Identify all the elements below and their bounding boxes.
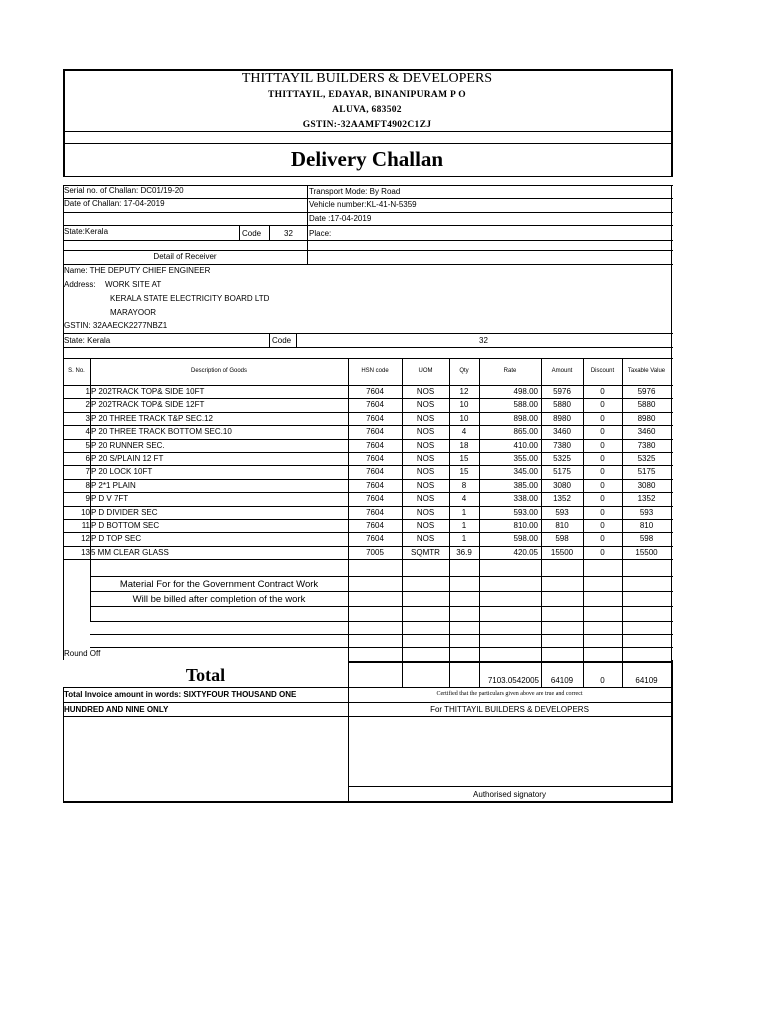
cell-qty: 1 (461, 521, 467, 530)
cell-taxable: 1352 (637, 494, 656, 504)
cell-taxable: 8980 (637, 413, 656, 423)
cell-rate: 865.00 (513, 427, 538, 437)
supplier-state: State:Kerala (64, 227, 109, 236)
cell-qty: 4 (461, 494, 467, 504)
cell-amount: 5976 (553, 387, 571, 396)
cell-uom: NOS (416, 387, 435, 396)
round-off-label: Round Off (64, 649, 101, 658)
cell-hsn: 7005 (366, 547, 384, 557)
table-grid-line (63, 412, 673, 413)
table-grid-line (90, 647, 673, 648)
cell-sno: 7 (85, 467, 90, 477)
cell-sno: 1 (85, 387, 90, 396)
cell-hsn: 7604 (366, 507, 384, 517)
cell-sno: 2 (85, 400, 90, 410)
col-header-hsn: HSN code (361, 368, 389, 374)
border-line (63, 716, 673, 717)
border-line (671, 660, 673, 802)
cell-uom: NOS (416, 400, 435, 410)
cell-amount: 3460 (553, 427, 571, 437)
cell-uom: NOS (416, 480, 435, 490)
transport-mode: Transport Mode: By Road (309, 187, 401, 196)
total-amount: 64109 (550, 676, 574, 685)
table-grid-line (63, 559, 673, 560)
cell-discount: 0 (600, 547, 605, 557)
border-line (671, 185, 672, 661)
cell-description: P D BOTTOM SEC (91, 521, 160, 530)
cell-taxable: 3460 (637, 427, 656, 437)
amount-in-words-line2: HUNDRED AND NINE ONLY (64, 705, 169, 714)
border-line (63, 264, 673, 265)
table-grid-line (63, 479, 673, 480)
cell-hsn: 7604 (366, 400, 384, 410)
cell-taxable: 15500 (635, 547, 658, 557)
cell-hsn: 7604 (366, 387, 384, 396)
cell-qty: 8 (461, 480, 467, 490)
cell-hsn: 7604 (366, 413, 384, 423)
cell-rate: 598.00 (513, 534, 538, 544)
cell-hsn: 7604 (366, 467, 384, 477)
cell-rate: 385.00 (513, 480, 538, 490)
col-header-description: Description of Goods (190, 368, 248, 374)
cell-description: P D TOP SEC (91, 534, 142, 544)
cell-amount: 1352 (553, 494, 571, 504)
cell-rate: 338.00 (513, 494, 538, 504)
col-header-amount: Amount (551, 368, 573, 374)
cell-hsn: 7604 (366, 521, 384, 530)
cell-qty: 18 (459, 440, 469, 450)
cell-sno: 6 (85, 454, 90, 463)
cell-discount: 0 (600, 534, 605, 544)
challan-date: Date of Challan: 17-04-2019 (64, 199, 165, 208)
col-header-discount: Discount (590, 368, 615, 374)
cell-description: P 202TRACK TOP& SIDE 12FT (91, 400, 205, 410)
cell-rate: 345.00 (513, 467, 538, 477)
cell-uom: NOS (416, 427, 435, 437)
cell-hsn: 7604 (366, 534, 384, 544)
receiver-address-line3: MARAYOOR (110, 308, 157, 317)
total-rate: 7103.0542005 (487, 676, 539, 685)
cell-discount: 0 (600, 467, 605, 477)
cell-taxable: 5175 (637, 467, 656, 477)
cell-amount: 8980 (553, 413, 571, 423)
table-grid-line (90, 606, 673, 607)
cell-description: P 20 S/PLAIN 12 FT (91, 454, 164, 463)
border-line (348, 786, 673, 787)
table-grid-line (63, 492, 673, 493)
total-discount: 0 (600, 676, 605, 685)
border-line (63, 687, 673, 688)
cell-uom: SQMTR (411, 547, 440, 557)
cell-amount: 598 (555, 534, 569, 544)
total-taxable: 64109 (635, 676, 658, 685)
cell-taxable: 593 (639, 507, 654, 517)
cell-rate: 498.00 (513, 387, 538, 396)
border-line (63, 143, 673, 144)
challan-serial: Serial no. of Challan: DC01/19-20 (64, 186, 184, 195)
cell-discount: 0 (600, 427, 605, 437)
receiver-heading: Detail of Receiver (153, 252, 217, 261)
cell-discount: 0 (600, 521, 605, 530)
cell-taxable: 598 (639, 534, 654, 544)
border-line (63, 347, 673, 348)
cell-amount: 3080 (553, 480, 571, 490)
border-line (63, 225, 673, 226)
cell-uom: NOS (416, 467, 435, 477)
cell-description: P 20 RUNNER SEC. (91, 440, 165, 450)
receiver-code-label: Code (272, 336, 292, 345)
supplier-code-label: Code (242, 229, 262, 238)
company-address-line2: ALUVA, 683502 (332, 105, 402, 115)
table-grid-line (63, 385, 673, 386)
delivery-place: Place: (309, 229, 332, 238)
cell-amount: 5325 (553, 454, 571, 463)
receiver-code-value: 32 (479, 336, 488, 345)
cell-qty: 1 (461, 534, 467, 544)
cell-qty: 36.9 (456, 547, 472, 557)
cell-taxable: 5976 (637, 387, 656, 396)
cell-discount: 0 (600, 387, 605, 396)
cell-sno: 10 (81, 507, 90, 517)
cell-rate: 420.05 (513, 547, 538, 557)
col-header-qty: Qty (459, 368, 469, 374)
cell-discount: 0 (600, 413, 605, 423)
cell-rate: 410.00 (513, 440, 538, 450)
cell-sno: 4 (85, 427, 90, 437)
cell-amount: 5880 (553, 400, 571, 410)
cell-discount: 0 (600, 507, 605, 517)
cell-rate: 593.00 (513, 507, 538, 517)
cell-amount: 5175 (553, 467, 571, 477)
receiver-state: State: Kerala (64, 336, 111, 345)
table-grid-line (90, 576, 673, 577)
table-grid-line (63, 519, 673, 520)
table-grid-line (63, 452, 673, 453)
cell-hsn: 7604 (366, 454, 384, 463)
cell-description: P D DIVIDER SEC (91, 507, 158, 517)
table-grid-line (63, 425, 673, 426)
cell-description: P 202TRACK TOP& SIDE 10FT (91, 387, 205, 396)
col-header-taxable: Taxable Value (627, 368, 666, 374)
cell-description: P 20 THREE TRACK T&P SEC.12 (91, 413, 213, 423)
receiver-gstin: GSTIN: 32AAECK2277NBZ1 (64, 321, 168, 330)
certification-text: Certified that the particulars given above are true and correct (436, 691, 583, 697)
cell-sno: 3 (85, 413, 90, 423)
receiver-address-label: Address: (64, 280, 96, 289)
cell-qty: 15 (459, 467, 469, 477)
cell-sno: 13 (81, 547, 90, 557)
cell-discount: 0 (600, 454, 605, 463)
cell-uom: NOS (416, 440, 435, 450)
cell-hsn: 7604 (366, 480, 384, 490)
cell-qty: 4 (461, 427, 467, 437)
cell-amount: 7380 (553, 440, 571, 450)
supplier-code-value: 32 (284, 229, 293, 238)
cell-description: P 20 LOCK 10FT (91, 467, 153, 477)
table-grid-line (63, 358, 673, 359)
border-line (63, 702, 673, 703)
cell-uom: NOS (416, 507, 435, 517)
receiver-address-line1: WORK SITE AT (105, 280, 162, 289)
cell-uom: NOS (416, 454, 435, 463)
cell-taxable: 5325 (637, 454, 656, 463)
cell-description: P D V 7FT (91, 494, 129, 504)
col-header-sno: S. No. (68, 368, 85, 374)
table-grid-line (63, 439, 673, 440)
border-line (63, 240, 673, 241)
cell-discount: 0 (600, 400, 605, 410)
cell-rate: 810.00 (513, 521, 538, 530)
table-grid-line (63, 506, 673, 507)
border-line (671, 69, 673, 177)
table-grid-line (63, 398, 673, 399)
cell-discount: 0 (600, 440, 605, 450)
table-grid-line (90, 621, 673, 622)
for-company-text: For THITTAYIL BUILDERS & DEVELOPERS (430, 705, 589, 714)
border-line (239, 225, 240, 240)
table-grid-line (90, 591, 673, 592)
border-line (63, 801, 673, 803)
border-line (63, 131, 673, 132)
company-gstin: GSTIN:-32AAMFT4902C1ZJ (302, 120, 432, 130)
col-header-rate: Rate (503, 368, 517, 374)
cell-amount: 15500 (550, 547, 574, 557)
cell-taxable: 7380 (637, 440, 656, 450)
cell-qty: 15 (459, 454, 469, 463)
delivery-date: Date :17-04-2019 (309, 214, 372, 223)
cell-hsn: 7604 (366, 494, 384, 504)
cell-uom: NOS (416, 521, 435, 530)
cell-discount: 0 (600, 494, 605, 504)
border-line (307, 185, 308, 264)
cell-sno: 5 (85, 440, 90, 450)
cell-taxable: 810 (639, 521, 654, 530)
company-name: THITTAYIL BUILDERS & DEVELOPERS (241, 71, 493, 86)
amount-in-words: Total Invoice amount in words: SIXTYFOUR THOUSAND ONE (64, 690, 297, 699)
cell-description: 5 MM CLEAR GLASS (91, 547, 169, 557)
company-address-line1: THITTAYIL, EDAYAR, BINANIPURAM P O (268, 90, 466, 100)
cell-rate: 355.00 (513, 454, 538, 463)
cell-hsn: 7604 (366, 440, 384, 450)
cell-qty: 1 (461, 507, 467, 517)
table-grid-line (90, 634, 673, 635)
cell-qty: 10 (459, 400, 469, 410)
cell-sno: 11 (81, 521, 90, 530)
cell-description: P 2*1 PLAIN (91, 480, 136, 490)
receiver-address-line2: KERALA STATE ELECTRICITY BOARD LTD (110, 294, 270, 303)
cell-amount: 810 (555, 521, 569, 530)
cell-discount: 0 (600, 480, 605, 490)
cell-rate: 588.00 (513, 400, 538, 410)
border-line (269, 333, 270, 347)
cell-uom: NOS (416, 534, 435, 544)
authorised-signatory: Authorised signatory (473, 790, 546, 799)
document-title: Delivery Challan (290, 147, 444, 171)
cell-taxable: 3080 (637, 480, 656, 490)
cell-uom: NOS (416, 413, 435, 423)
cell-taxable: 5880 (637, 400, 656, 410)
border-line (63, 333, 673, 334)
cell-qty: 12 (459, 387, 469, 396)
billing-note: Will be billed after completion of the work (132, 594, 306, 605)
material-note: Material For for the Government Contract Work (119, 579, 319, 590)
cell-hsn: 7604 (366, 427, 384, 437)
cell-description: P 20 THREE TRACK BOTTOM SEC.10 (91, 427, 232, 437)
table-grid-line (63, 465, 673, 466)
vehicle-number: Vehicle number:KL-41-N-5359 (309, 200, 417, 209)
border-line (63, 250, 673, 251)
total-label: Total (185, 665, 226, 685)
table-grid-line (63, 546, 673, 547)
border-line (63, 212, 673, 213)
cell-sno: 9 (85, 494, 90, 504)
col-header-uom: UOM (418, 368, 433, 374)
cell-amount: 593 (555, 507, 569, 517)
cell-uom: NOS (416, 494, 435, 504)
cell-sno: 8 (85, 480, 90, 490)
cell-qty: 10 (459, 413, 469, 423)
table-grid-line (348, 661, 673, 663)
cell-rate: 898.00 (513, 413, 538, 423)
table-grid-line (63, 532, 673, 533)
receiver-name: Name: THE DEPUTY CHIEF ENGINEER (64, 266, 211, 275)
border-line (63, 176, 673, 177)
cell-sno: 12 (81, 534, 90, 544)
